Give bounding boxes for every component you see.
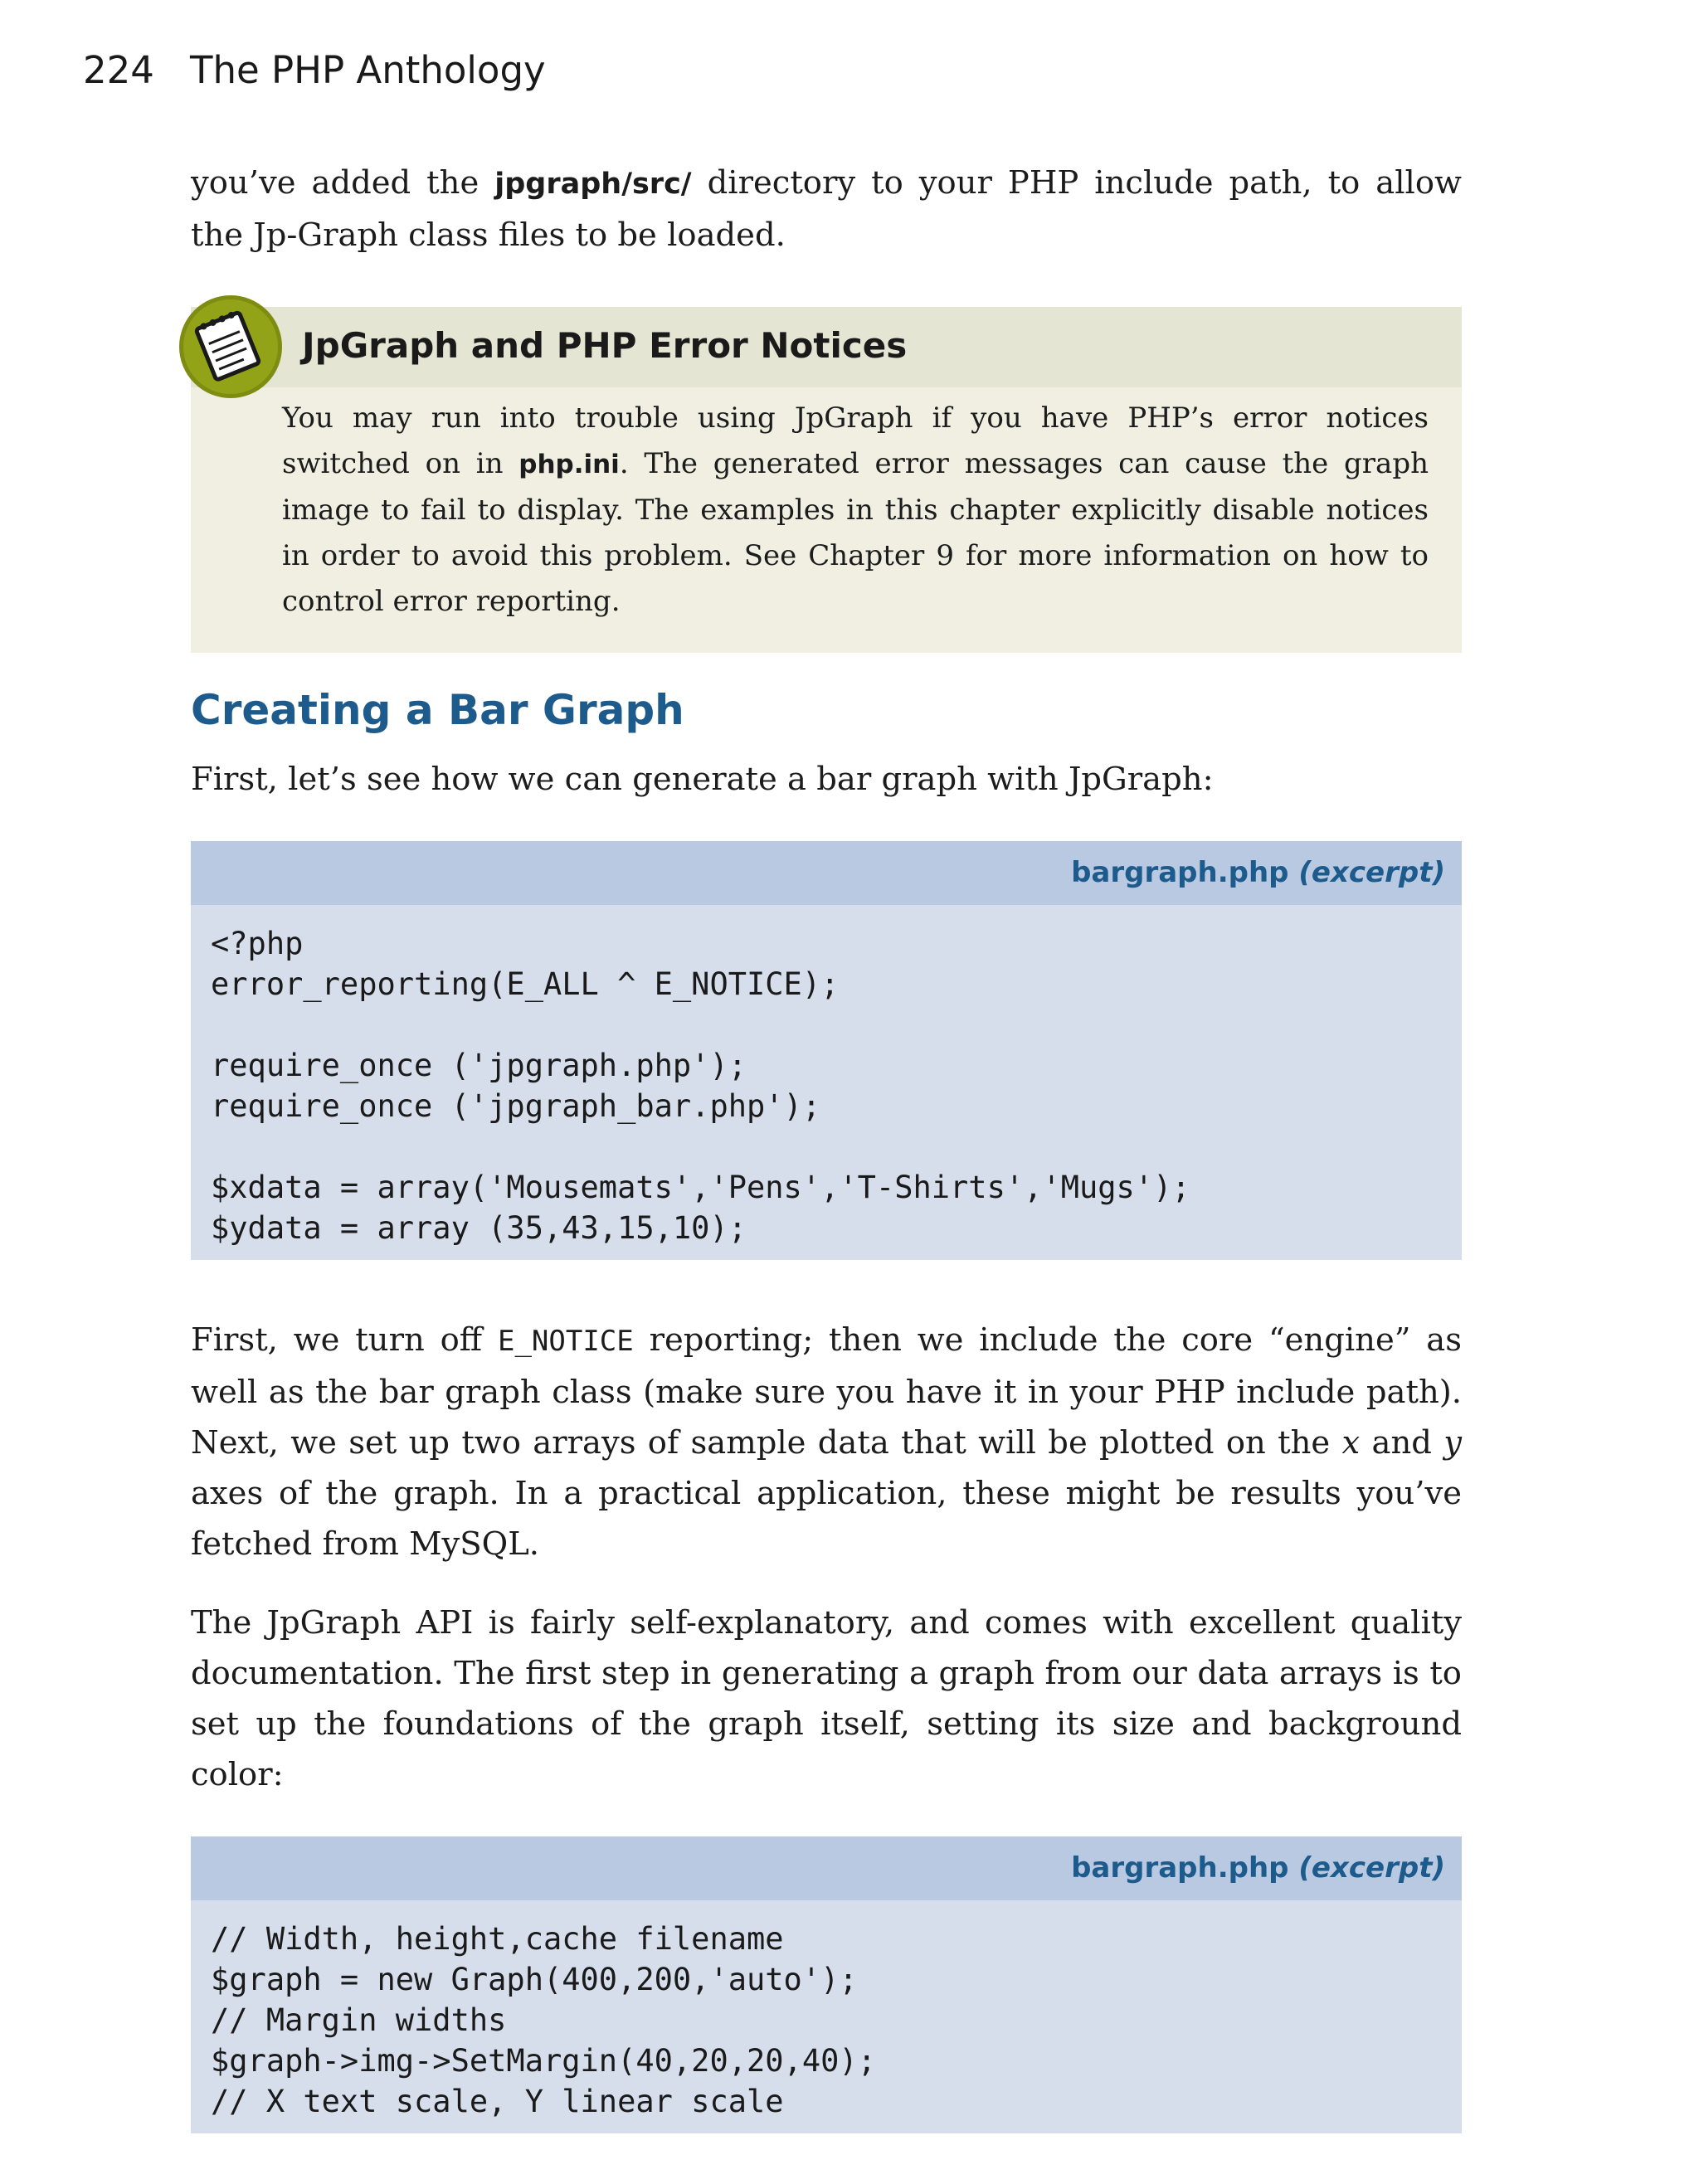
page-number: 224 bbox=[83, 48, 154, 92]
running-head bbox=[83, 48, 546, 92]
book-title: The PHP Anthology bbox=[190, 48, 546, 92]
code-block: <?php error_reporting(E_ALL ^ E_NOTICE); require_once ('jpgraph.php'); require_once ('jpgraph_bar.php'); $xdata = array('Mousemats','Pens','T-Shirts','Mugs'); $ydata = array (35,43,15,10); bbox=[211, 926, 1190, 1246]
code-block: // Width, height,cache filename $graph = new Graph(400,200,'auto'); // Margin widths $graph->img->SetMargin(40,20,20,40); // X text scale, Y linear scale bbox=[211, 1921, 876, 2119]
listing-caption bbox=[1071, 1851, 1445, 1885]
text-run: directory to your PHP include path, to allow the Jp-Graph class files to be loaded. bbox=[191, 164, 1462, 254]
listing-header bbox=[191, 841, 1462, 905]
text-run: You may run into trouble using JpGraph if you have PHP’s error notices switched on in bbox=[282, 401, 1429, 480]
api-paragraph: The JpGraph API is fairly self-explanatory, and comes with excellent quality documentation. The first step in generating a graph from our data arrays is to set up the foundations of the graph itself, setting its size and background color: bbox=[191, 1604, 1462, 1793]
explanation-paragraph bbox=[191, 1315, 1462, 1569]
listing-header bbox=[191, 1836, 1462, 1900]
y-var: y bbox=[1443, 1424, 1462, 1462]
text-run: reporting; then we include the core “engine” as well as the bar graph class (make sure you have it in your PHP include path). Next, we set up two arrays of sample data that will be plotted on the bbox=[191, 1321, 1462, 1462]
code-listing-1 bbox=[191, 841, 1462, 1260]
listing-caption bbox=[1071, 856, 1445, 889]
x-var: x bbox=[1341, 1424, 1361, 1462]
listing-note: (excerpt) bbox=[1298, 1851, 1445, 1885]
section-heading: Creating a Bar Graph bbox=[191, 686, 684, 734]
listing-note: (excerpt) bbox=[1298, 856, 1445, 889]
note-title: JpGraph and PHP Error Notices bbox=[302, 325, 908, 366]
page-content bbox=[191, 158, 1462, 2133]
listing-filename: bargraph.php bbox=[1071, 1851, 1289, 1885]
section-lead: First, let’s see how we can generate a bar graph with JpGraph: bbox=[191, 761, 1214, 798]
ini-filename: php.ini bbox=[518, 450, 620, 479]
note-header bbox=[191, 307, 1462, 387]
code-listing-2 bbox=[191, 1836, 1462, 2133]
text-run: First, we turn off bbox=[191, 1321, 498, 1359]
notepad-icon bbox=[179, 295, 282, 398]
note-box bbox=[191, 307, 1462, 653]
note-text bbox=[282, 387, 1462, 625]
directory-path: jpgraph/src/ bbox=[494, 168, 692, 201]
text-run: . The generated error messages can cause the graph image to fail to display. The examples in this chapter explicitly disable notices in order to avoid this problem. See Chapter 9 for more information on how to control error reporting. bbox=[282, 447, 1429, 618]
text-run: axes of the graph. In a practical application, these might be results you’ve fetched from MySQL. bbox=[191, 1475, 1462, 1563]
text-run: you’ve added the bbox=[191, 164, 495, 202]
text-run: and bbox=[1360, 1424, 1444, 1462]
inline-code: E_NOTICE bbox=[497, 1325, 634, 1358]
intro-paragraph bbox=[191, 158, 1462, 260]
listing-filename: bargraph.php bbox=[1071, 856, 1289, 889]
